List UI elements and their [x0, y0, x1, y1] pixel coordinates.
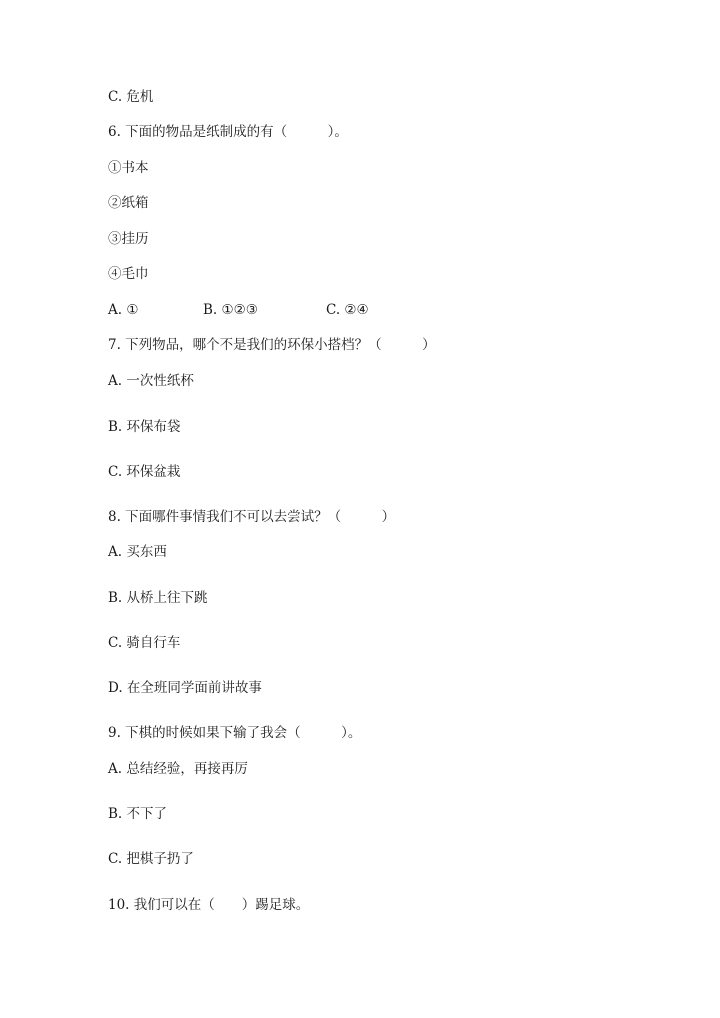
q9-stem: 9. 下棋的时候如果下输了我会（ ）。	[108, 725, 362, 741]
q7-option-a: A. 一次性纸杯	[108, 373, 194, 389]
q8-option-d: D. 在全班同学面前讲故事	[108, 680, 262, 696]
q8-stem: 8. 下面哪件事情我们不可以去尝试？（ ）	[108, 509, 396, 525]
q10-stem: 10. 我们可以在（ ）踢足球。	[108, 897, 310, 913]
q6-item-3: ③挂历	[108, 231, 149, 247]
q6-option-b: B. ①②③	[203, 302, 258, 318]
q8-option-c: C. 骑自行车	[108, 635, 181, 651]
q6-option-a: A. ①	[108, 302, 139, 318]
q7-stem: 7. 下列物品，哪个不是我们的环保小搭档？（ ）	[108, 337, 436, 353]
q7-option-b: B. 环保布袋	[108, 419, 181, 435]
q6-item-1: ①书本	[108, 160, 149, 176]
q8-option-b: B. 从桥上往下跳	[108, 590, 208, 606]
q7-option-c: C. 环保盆栽	[108, 464, 181, 480]
q6-options-row	[108, 301, 408, 319]
q9-option-c: C. 把棋子扔了	[108, 851, 194, 867]
q6-item-2: ②纸箱	[108, 195, 149, 211]
q9-option-b: B. 不下了	[108, 806, 168, 822]
q6-option-c: C. ②④	[326, 302, 369, 318]
q9-option-a: A. 总结经验，再接再厉	[108, 761, 248, 777]
q5-option-c: C. 危机	[108, 89, 154, 105]
q8-option-a: A. 买东西	[108, 544, 167, 560]
q6-stem: 6. 下面的物品是纸制成的有（ ）。	[108, 124, 348, 140]
q6-item-4: ④毛巾	[108, 266, 149, 282]
